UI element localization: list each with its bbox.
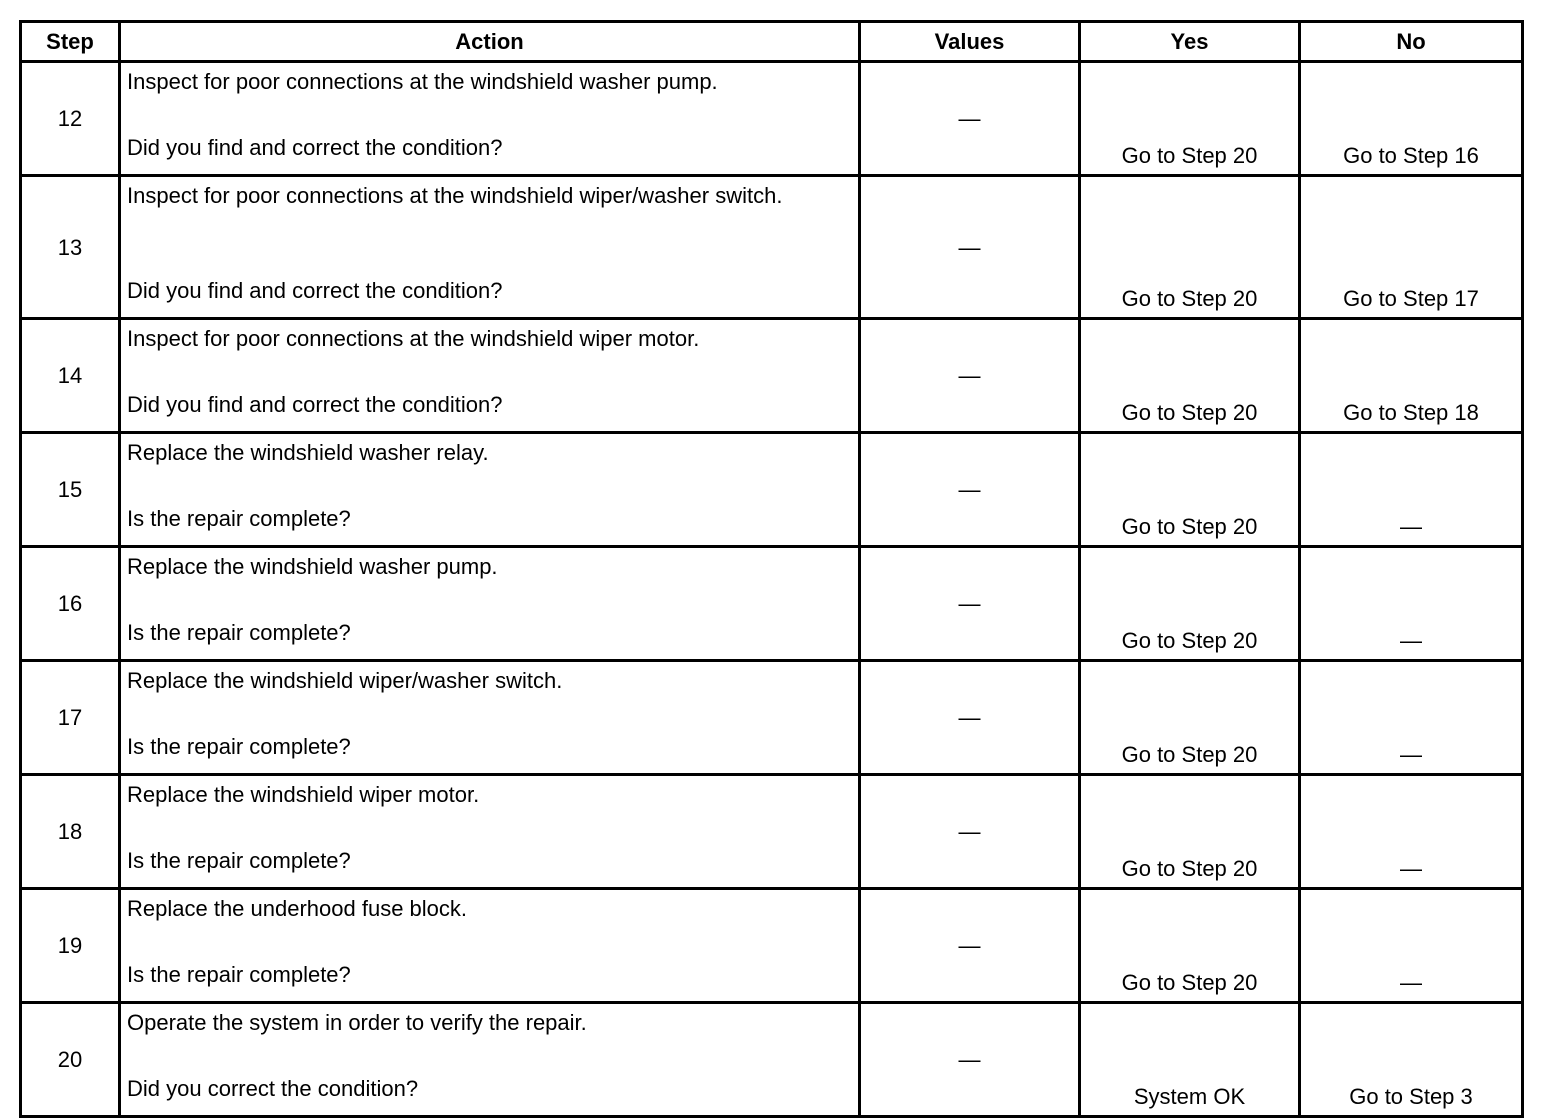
step-number: 17 [21, 661, 120, 775]
header-values: Values [860, 22, 1080, 62]
step-number: 13 [21, 176, 120, 319]
action-cell [120, 62, 860, 176]
table-row [21, 176, 1523, 319]
action-question: Did you correct the condition? [127, 1076, 419, 1101]
no-result: — [1300, 661, 1523, 775]
action-cell [120, 1003, 860, 1117]
action-cell [120, 547, 860, 661]
action-question: Did you find and correct the condition? [127, 278, 503, 303]
header-action: Action [120, 22, 860, 62]
values-cell: — [860, 319, 1080, 433]
header-row [21, 22, 1523, 62]
action-instruction: Replace the windshield washer pump. [127, 554, 498, 579]
action-instruction: Replace the windshield wiper/washer switch. [127, 668, 563, 693]
values-cell: — [860, 433, 1080, 547]
no-result: Go to Step 18 [1300, 319, 1523, 433]
no-result: — [1300, 547, 1523, 661]
action-question: Is the repair complete? [127, 962, 351, 987]
table-row [21, 889, 1523, 1003]
values-cell: — [860, 661, 1080, 775]
action-question: Did you find and correct the condition? [127, 392, 503, 417]
header-no: No [1300, 22, 1523, 62]
action-instruction: Inspect for poor connections at the windshield wiper/washer switch. [127, 183, 783, 208]
yes-result: Go to Step 20 [1080, 433, 1300, 547]
yes-result: Go to Step 20 [1080, 661, 1300, 775]
values-cell: — [860, 775, 1080, 889]
action-instruction: Replace the windshield wiper motor. [127, 782, 480, 807]
table-row [21, 433, 1523, 547]
step-number: 15 [21, 433, 120, 547]
no-result: Go to Step 16 [1300, 62, 1523, 176]
yes-result: Go to Step 20 [1080, 889, 1300, 1003]
action-question: Is the repair complete? [127, 620, 351, 645]
step-number: 20 [21, 1003, 120, 1117]
no-result: — [1300, 775, 1523, 889]
action-instruction: Replace the underhood fuse block. [127, 896, 468, 921]
yes-result: Go to Step 20 [1080, 547, 1300, 661]
table-row [21, 661, 1523, 775]
action-question: Is the repair complete? [127, 734, 351, 759]
action-question: Is the repair complete? [127, 848, 351, 873]
action-question: Did you find and correct the condition? [127, 135, 503, 160]
values-cell: — [860, 547, 1080, 661]
step-number: 12 [21, 62, 120, 176]
values-cell: — [860, 1003, 1080, 1117]
yes-result: Go to Step 20 [1080, 319, 1300, 433]
values-cell: — [860, 889, 1080, 1003]
step-number: 19 [21, 889, 120, 1003]
action-instruction: Inspect for poor connections at the windshield washer pump. [127, 69, 718, 94]
values-cell: — [860, 62, 1080, 176]
yes-result: Go to Step 20 [1080, 176, 1300, 319]
table-row [21, 62, 1523, 176]
yes-result: Go to Step 20 [1080, 775, 1300, 889]
table-row [21, 319, 1523, 433]
step-number: 18 [21, 775, 120, 889]
diagnostic-table [19, 20, 1524, 1118]
table-body [21, 62, 1523, 1117]
no-result: — [1300, 889, 1523, 1003]
step-number: 16 [21, 547, 120, 661]
action-instruction: Inspect for poor connections at the windshield wiper motor. [127, 326, 700, 351]
header-yes: Yes [1080, 22, 1300, 62]
header-step: Step [21, 22, 120, 62]
step-number: 14 [21, 319, 120, 433]
action-cell [120, 889, 860, 1003]
action-question: Is the repair complete? [127, 506, 351, 531]
action-cell [120, 176, 860, 319]
table-row [21, 1003, 1523, 1117]
action-cell [120, 661, 860, 775]
yes-result: System OK [1080, 1003, 1300, 1117]
no-result: Go to Step 17 [1300, 176, 1523, 319]
yes-result: Go to Step 20 [1080, 62, 1300, 176]
values-cell: — [860, 176, 1080, 319]
action-cell [120, 775, 860, 889]
no-result: Go to Step 3 [1300, 1003, 1523, 1117]
action-instruction: Operate the system in order to verify the repair. [127, 1010, 587, 1035]
action-cell [120, 319, 860, 433]
no-result: — [1300, 433, 1523, 547]
table-header [21, 22, 1523, 62]
action-instruction: Replace the windshield washer relay. [127, 440, 489, 465]
table-row [21, 547, 1523, 661]
table-row [21, 775, 1523, 889]
action-cell [120, 433, 860, 547]
